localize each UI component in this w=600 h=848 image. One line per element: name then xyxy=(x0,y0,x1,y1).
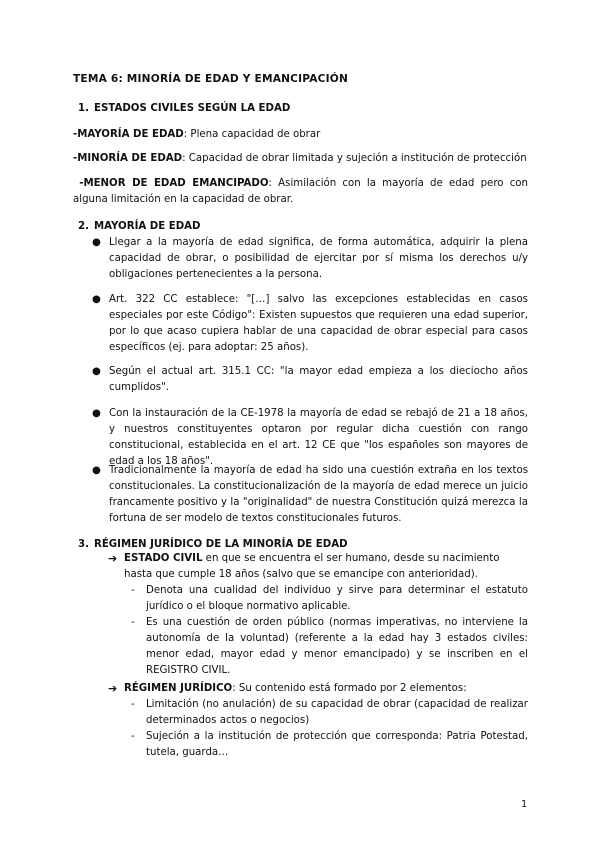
sub-item: Es una cuestión de orden público (normas imperativas, no interviene la autonomía de la voluntad) (referente a la edad hay 3 estados civiles: menor edad, mayor edad y menor emancipado) y se inscriben en el REGISTRO CIVIL. xyxy=(146,617,528,676)
sub-item: Limitación (no anulación) de su capacidad de obrar (capacidad de realizar determinados actos o negocios) xyxy=(146,699,528,726)
arrow-item xyxy=(124,551,528,583)
bullet-icon: ● xyxy=(92,294,101,305)
section-2-number: 2. xyxy=(78,221,89,232)
arrow-item xyxy=(124,681,528,697)
section-1-heading: ESTADOS CIVILES SEGÚN LA EDAD xyxy=(94,103,291,114)
dash-icon: - xyxy=(131,731,135,742)
arrow-icon: ➔ xyxy=(108,682,118,695)
dash-icon: - xyxy=(131,699,135,710)
section-1-item xyxy=(73,151,528,167)
item-term: RÉGIMEN JURÍDICO xyxy=(124,683,233,694)
bullet-icon: ● xyxy=(92,366,101,377)
bullet-icon: ● xyxy=(92,237,101,248)
section-1-item xyxy=(73,176,528,208)
item-text: : Plena capacidad de obrar xyxy=(183,129,321,140)
section-3-number: 3. xyxy=(78,539,89,550)
sub-item: Sujeción a la institución de protección que corresponda: Patria Potestad, tutela, guarda… xyxy=(146,731,528,758)
arrow-icon: ➔ xyxy=(108,552,118,565)
dash-icon: - xyxy=(131,585,135,596)
item-text: en que se encuentra el ser humano, desde su nacimiento hasta que cumple 18 años (salvo que se emancipe con anterioridad). xyxy=(124,553,500,580)
item-text: : Su contenido está formado por 2 elementos: xyxy=(232,683,467,694)
section-2-heading: MAYORÍA DE EDAD xyxy=(94,221,201,232)
section-1-item xyxy=(73,127,528,143)
item-text: : Asimilación con la mayoría de edad pero con alguna limitación en la capacidad de obrar. xyxy=(73,178,529,205)
item-term: MAYORÍA DE EDAD xyxy=(77,129,184,140)
item-text: : Capacidad de obrar limitada y sujeción a institución de protección xyxy=(182,153,527,164)
item-prefix: - xyxy=(79,178,84,189)
bullet-icon: ● xyxy=(92,408,101,419)
list-item: Tradicionalmente la mayoría de edad ha sido una cuestión extraña en los textos constitucionales. La constitucionalización de la mayoría de edad merece un juicio francamente positivo y la "originalidad" de nuestra Constitución quizá merezca la fortuna de ser modelo de textos constitucionales futuros. xyxy=(109,465,528,524)
list-item: Art. 322 CC establece: "[…] salvo las excepciones establecidas en casos especiales por este Código": Existen supuestos que requieren una edad superior, por lo que acaso cupiera hablar de una capacidad de obrar especial para casos específicos (ej. para adoptar: 25 años). xyxy=(109,294,528,353)
item-term: MINORÍA DE EDAD xyxy=(77,153,183,164)
item-term: ESTADO CIVIL xyxy=(124,553,203,564)
list-item: Llegar a la mayoría de edad significa, de forma automática, adquirir la plena capacidad de obrar, o posibilidad de ejercitar por sí misma los derechos u/y obligaciones pertenecientes a la persona. xyxy=(109,237,528,280)
page-number: 1 xyxy=(521,799,528,810)
list-item: Con la instauración de la CE-1978 la mayoría de edad se rebajó de 21 a 18 años, y nuestros constituyentes optaron por regular dicha cuestión con rango constitucional, establecida en el art. 12 CE que "los españoles son mayores de edad a los 18 años". xyxy=(109,408,528,467)
section-3-heading: RÉGIMEN JURÍDICO DE LA MINORÍA DE EDAD xyxy=(94,539,348,550)
item-prefix: - xyxy=(73,129,78,140)
bullet-icon: ● xyxy=(92,465,101,476)
dash-icon: - xyxy=(131,617,135,628)
item-term: MENOR DE EDAD EMANCIPADO xyxy=(83,178,269,189)
sub-item: Denota una cualidad del individuo y sirve para determinar el estatuto jurídico o el bloque normativo aplicable. xyxy=(146,585,528,612)
list-item: Según el actual art. 315.1 CC: "la mayor edad empieza a los dieciocho años cumplidos". xyxy=(109,366,528,393)
item-prefix: - xyxy=(73,153,78,164)
document-title: TEMA 6: MINORÍA DE EDAD Y EMANCIPACIÓN xyxy=(73,73,349,85)
section-1-number: 1. xyxy=(78,103,89,114)
